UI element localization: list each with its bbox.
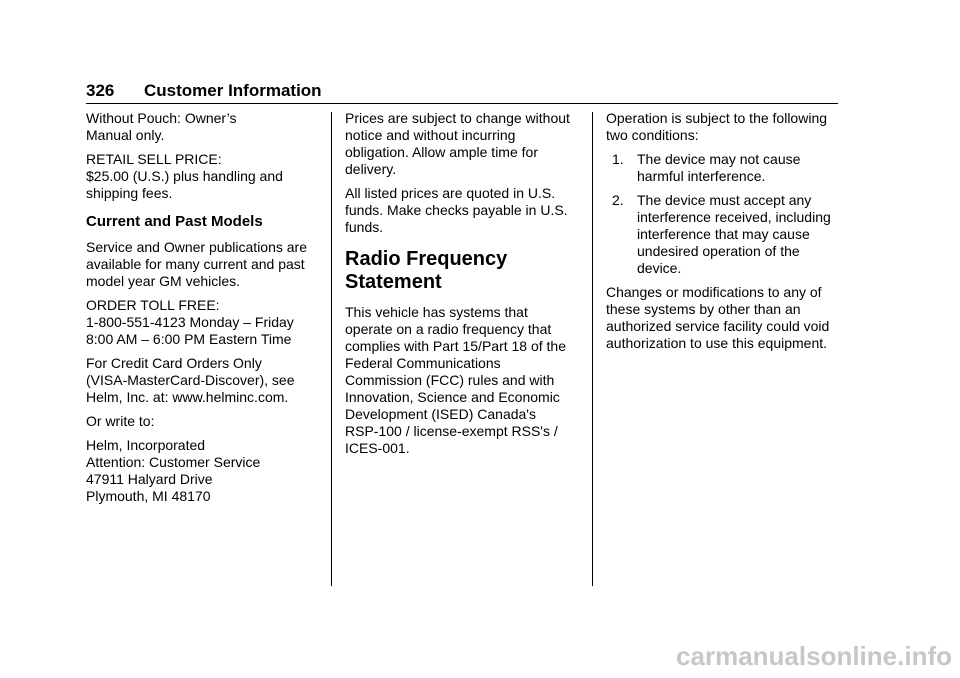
page-header [86,81,838,104]
order-toll-free-paragraph: ORDER TOLL FREE: 1-800-551-4123 Monday – Friday 8:00 AM – 6:00 PM Eastern Time [86,297,294,347]
retail-price-paragraph: RETAIL SELL PRICE: $25.00 (U.S.) plus handling and shipping fees. [86,151,283,201]
modifications-paragraph: Changes or modifications to any of these systems by other than an authorized service facility could void authorization to use this equipment. [606,284,830,351]
column-divider-left [331,112,332,586]
conditions-list [606,151,840,277]
watermark: carmanualsonline.info [676,641,952,671]
radio-frequency-paragraph: This vehicle has systems that operate on a radio frequency that complies with Part 15/Part 18 of the Federal Communications Commission (FCC) rules and with Innovation, Science and Economic Development (ISED) Canada's RSP-100 / license-exempt RSS's / ICES-001. [345,304,566,456]
operation-conditions-paragraph: Operation is subject to the following two conditions: [606,110,828,143]
list-item: 1. The device may not cause harmful interference. [612,151,801,184]
address-paragraph: Helm, Incorporated Attention: Customer Service 47911 Halyard Drive Plymouth, MI 48170 [86,437,261,504]
publications-paragraph: Service and Owner publications are available for many current and past model year GM vehicles. [86,239,308,289]
page-number: 326 [86,81,115,100]
write-to-paragraph: Or write to: [86,413,155,429]
radio-frequency-heading: Radio Frequency Statement [345,248,508,293]
column-left [86,110,321,512]
pouch-paragraph: Without Pouch: Owner’s Manual only. [86,110,237,143]
column-right [606,110,840,359]
current-past-models-heading: Current and Past Models [86,213,263,230]
column-divider-right [592,112,593,586]
prices-change-paragraph: Prices are subject to change without notice and without incurring obligation. Allow ample time for delivery. [345,110,570,177]
credit-card-paragraph: For Credit Card Orders Only (VISA-MasterCard-Discover), see Helm, Inc. at: www.helminc.com. [86,355,295,405]
section-title: Customer Information [144,81,322,100]
column-middle [345,110,581,464]
list-item: 2. The device must accept any interference received, including interference that may cause undesired operation of the device. [612,192,831,276]
prices-quoted-paragraph: All listed prices are quoted in U.S. funds. Make checks payable in U.S. funds. [345,185,568,235]
